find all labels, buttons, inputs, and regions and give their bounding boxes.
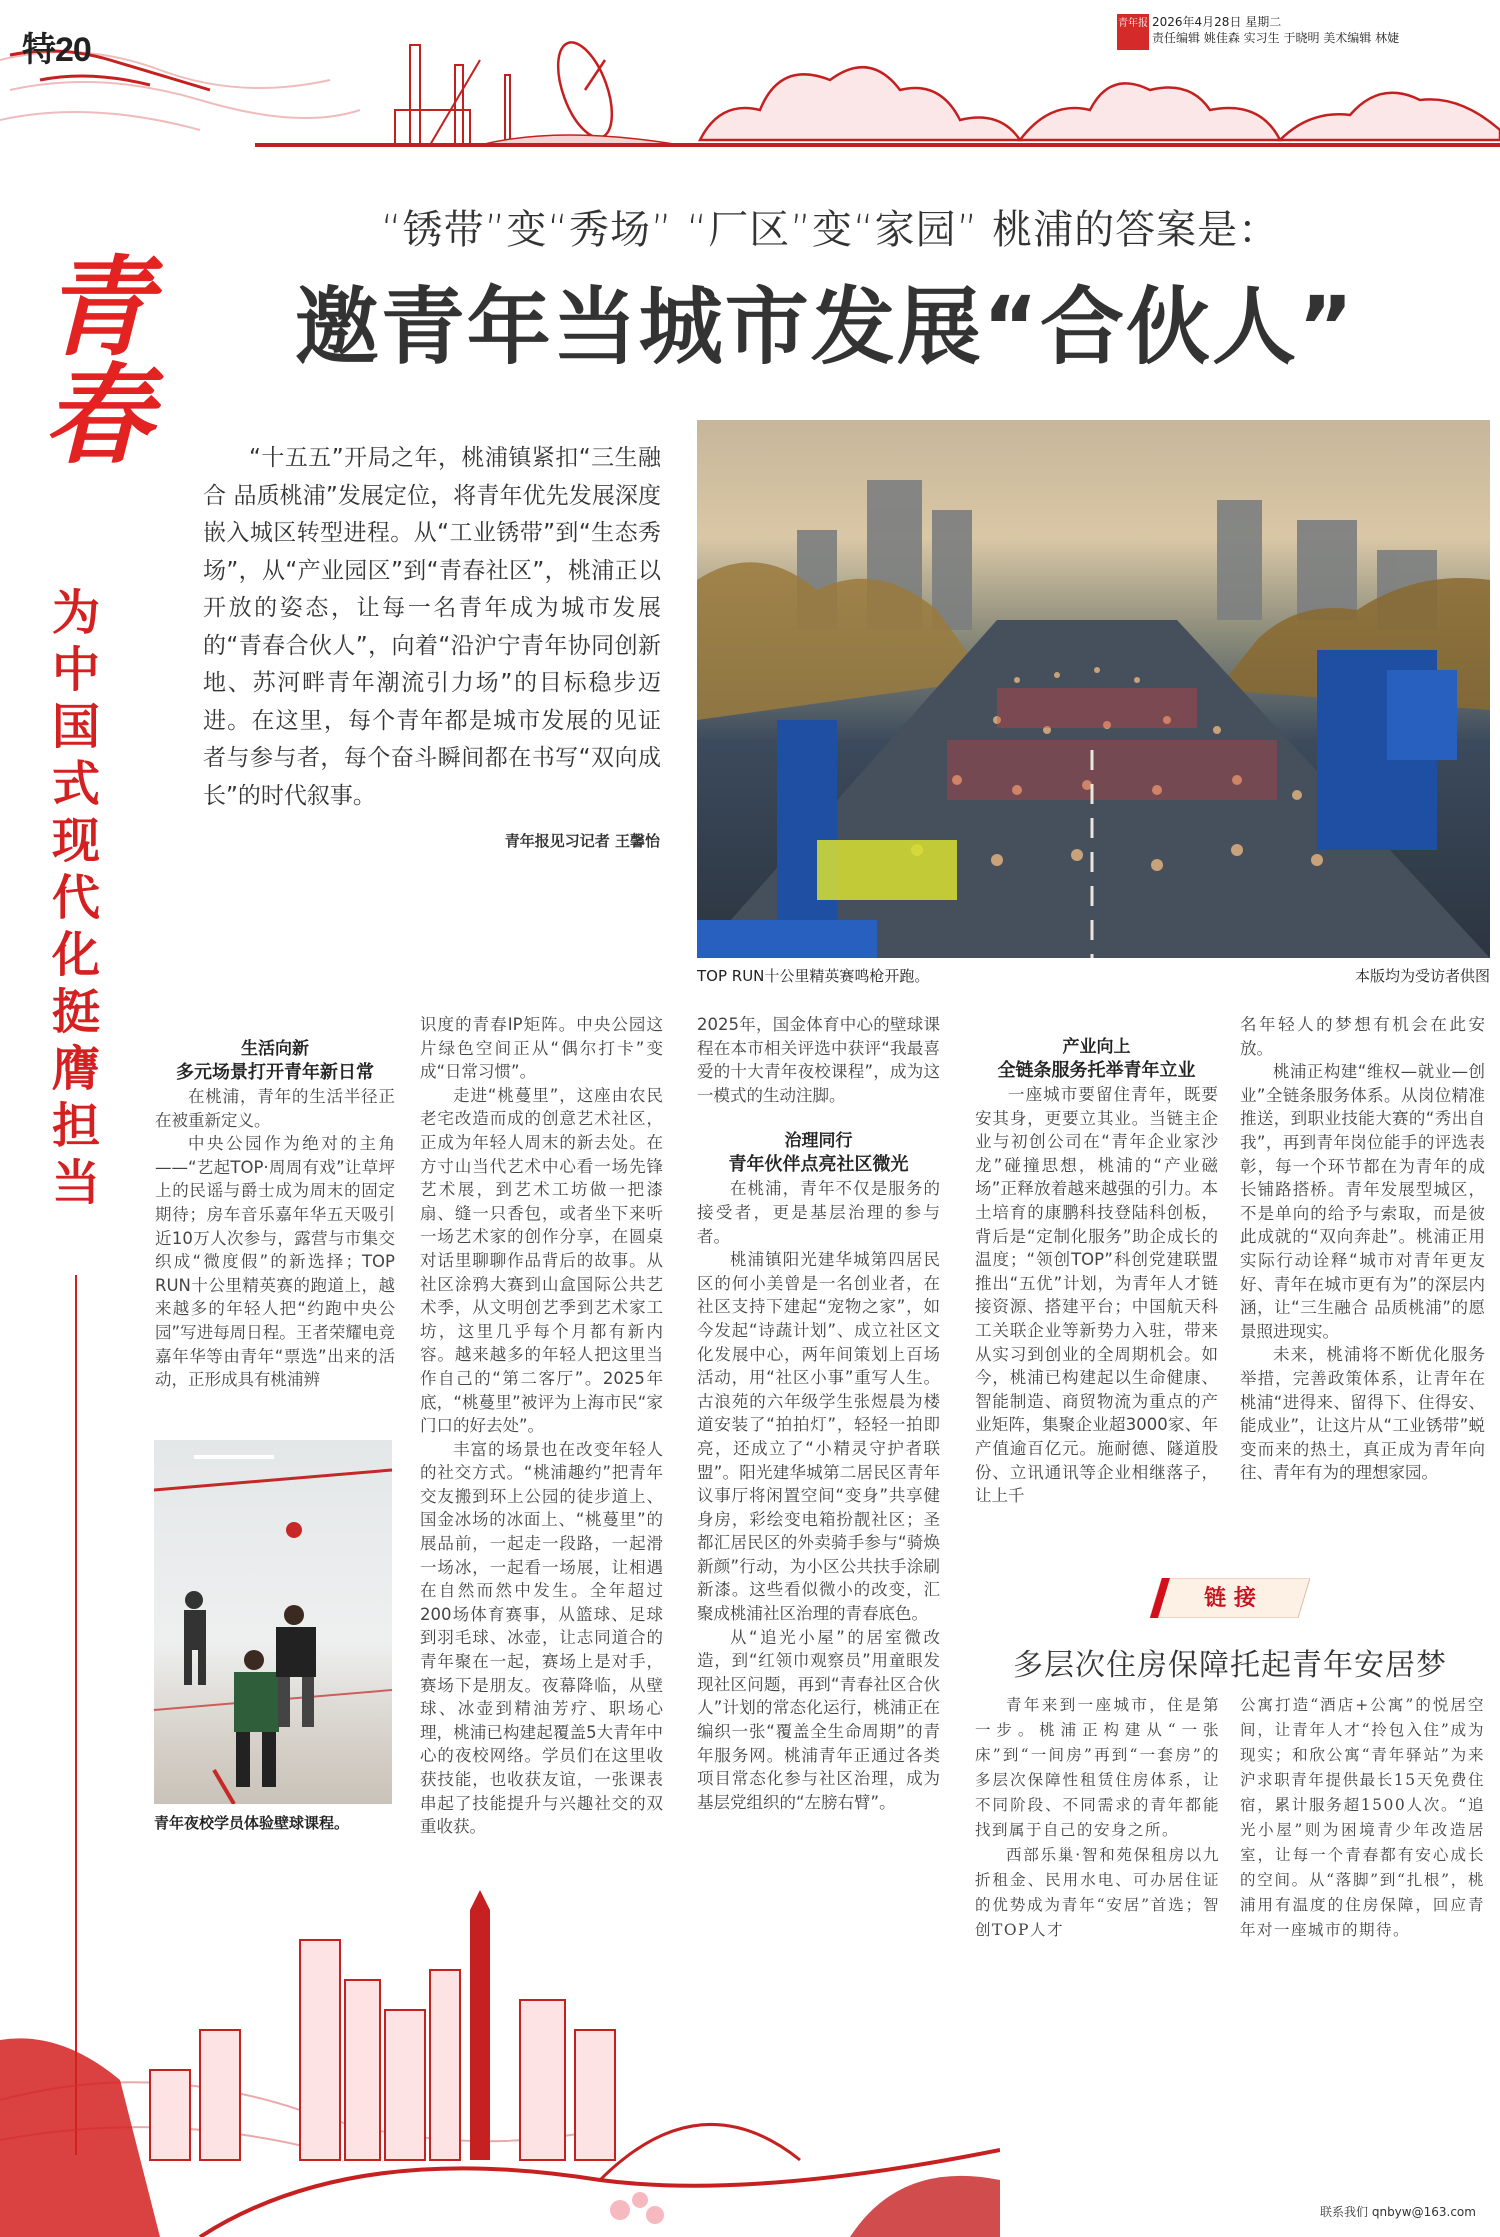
paragraph: 青年来到一座城市，住是第一步。桃浦正构建从“一张床”到“一间房”再到“一套房”的多层次保障性租赁住房体系，让不同阶段、不同需求的青年都能找到属于自己的安身之所。 (975, 1696, 1220, 1839)
skyline-graphic (0, 1880, 1000, 2237)
paragraph: 2025年，国金体育中心的壁球课程在本市相关评选中获评“我最喜爱的十大青年夜校课程”，成为这一模式的生动注脚。 (697, 1015, 940, 1105)
slogan-char: 现 (51, 813, 100, 869)
paragraph: 走进“桃蔓里”，这座由农民老宅改造而成的创意艺术社区，正成为年轻人周末的新去处。在方寸山当代艺术中心看一场先锋艺术展，到艺术工坊做一把漆扇、缝一只香包，或者坐下来听一场艺术家的创作分享，在圆桌对话里聊聊作品背后的故事。从社区涂鸦大赛到山盒国际公共艺术季，从文明创艺季到艺术家工坊，这里几乎每个月都有新内容。越来越多的年轻人把这里当作自己的“第二客厅”。2025年底，“桃蔓里”被评为上海市民“家门口的好去处”。 (420, 1085, 663, 1436)
link-column-1 (975, 1693, 1220, 1943)
section-kicker-life: 生活向新 (241, 1039, 309, 1059)
hero-photo (697, 420, 1490, 958)
article-column-1 (155, 1037, 395, 1392)
link-tag (1150, 1578, 1310, 1618)
section-heading-life: 多元场景打开青年新日常 (176, 1062, 374, 1083)
vertical-slogan (46, 585, 106, 1212)
hero-photo-caption: TOP RUN十公里精英赛鸣枪开跑。 (697, 967, 930, 985)
paragraph: 在桃浦，青年的生活半径正在被重新定义。 (155, 1087, 395, 1130)
editor-credits: 责任编辑 姚佳森 实习生 于晓明 美术编辑 林婕 (1152, 31, 1400, 45)
slogan-char: 中 (51, 642, 100, 698)
paragraph: 桃浦正构建“维权—就业—创业”全链条服务体系。从岗位精准推送，到职业技能大赛的“秀出自我”，再到青年岗位能手的评选表彰，每一个环节都在为青年的成长铺路搭桥。青年发展型城区，不是单向的给予与索取，而是彼此成就的“双向奔赴”。桃浦正用实际行动诠释“城市对青年更友好、青年在城市更有为”的深层内涵，让“三生融合 品质桃浦”的愿景照进现实。 (1240, 1062, 1485, 1341)
squash-court-illustration (154, 1440, 392, 1804)
section-kicker-industry: 产业向上 (1062, 1037, 1131, 1057)
paragraph: 从“追光小屋”的居室微改造，到“红领巾观察员”用童眼发现社区问题，再到“青春社区合伙人”计划的常态化运行，桃浦正在编织一张“覆盖全生命周期”的青年服务网。桃浦青年正通过各类项目常态化参与社区治理，成为基层党组织的“左膀右臂”。 (697, 1627, 940, 1812)
photo-credit: 本版均为受访者供图 (1354, 967, 1490, 985)
issue-date: 2026年4月28日 星期二 (1152, 15, 1282, 29)
paragraph: 名年轻人的梦想有机会在此安放。 (1240, 1015, 1485, 1058)
paragraph: 桃浦镇阳光建华城第四居民区的何小美曾是一名创业者，在社区支持下建起“宠物之家”，如今发起“诗蔬计划”、成立社区文化发展中心，两年间策划上百场活动，用“社区小事”重写人生。古浪苑的六年级学生张煜晨为楼道安装了“拍拍灯”，轻轻一拍即亮，还成立了“小精灵守护者联盟”。阳光建华城第二居民区青年议事厅将闲置空间“变身”共享健身房，彩绘变电箱扮靓社区；圣都汇居民区的外卖骑手参与“骑焕新颜”行动，为小区公共扶手涂刷新漆。这些看似微小的改变，汇聚成桃浦社区治理的青春底色。 (697, 1250, 940, 1624)
paragraph: 中央公园作为绝对的主角——“艺起TOP·周周有戏”让草坪上的民谣与爵士成为周末的固定期待；房车音乐嘉年华五天吸引近10万人次参与，露营与市集交织成“微度假”的新选择；TOP RUN十公里精英赛的跑道上，越来越多的年轻人把“约跑中央公园”写进每周日程。王者荣耀电竞嘉年华等由青年“票选”出来的活动，正形成具有桃浦辨 (155, 1134, 395, 1390)
paragraph: 一座城市要留住青年，既要安其身，更要立其业。当链主企业与初创公司在“青年企业家沙龙”碰撞思想，桃浦的“产业磁场”正释放着越来越强的引力。本土培育的康鹏科技登陆科创板，背后是“定制化服务”助企成长的温度；“领创TOP”科创党建联盟推出“五优”计划，为青年人才链接资源、搭建平台；中国航天科工关联企业等新势力入驻，带来从实习到创业的全周期机会。如今，桃浦已构建起以生命健康、智能制造、商贸物流为重点的产业矩阵，集聚企业超3000家、年产值逾百亿元。施耐德、隧道股份、立讯通讯等企业相继落子，让上千 (975, 1085, 1218, 1506)
page-number: 特20 (22, 31, 91, 69)
contact-info (1320, 2203, 1476, 2220)
section-heading-industry: 全链条服务托举青年立业 (997, 1060, 1196, 1081)
youth-calligraphy (18, 250, 158, 466)
calligraphy-text: 青春 (25, 250, 151, 466)
slogan-char: 化 (51, 927, 100, 983)
paragraph: 公寓打造“酒店+公寓”的悦居空间，让青年人才“拎包入住”成为现实；和欣公寓“青年驿站”为来沪求职青年提供最长15天免费住宿，累计服务超1500人次。“追光小屋”则为困境青少年改造居室，让每一个青春都有安心成长的空间。从“落脚”到“扎根”，桃浦用有温度的住房保障，回应青年对一座城市的期待。 (1240, 1696, 1485, 1939)
newspaper-logo: 青年报 (1117, 14, 1149, 50)
paragraph: 识度的青春IP矩阵。中央公园这片绿色空间正从“偶尔打卡”变成“日常习惯”。 (420, 1015, 663, 1082)
slogan-char: 代 (51, 870, 100, 926)
dateline (1152, 14, 1399, 46)
article-column-4 (975, 1035, 1218, 1508)
slogan-char: 膺 (51, 1041, 100, 1097)
headline-kicker: “锈带”变“秀场” “厂区”变“家园” 桃浦的答案是： (380, 207, 1280, 253)
link-column-2 (1240, 1693, 1485, 1943)
slogan-char: 挺 (51, 984, 100, 1040)
link-section-title: 多层次住房保障托起青年安居梦 (1013, 1648, 1447, 1683)
headline-title: 邀青年当城市发展“合伙人” (294, 278, 1356, 376)
contact-label: 联系我们 (1320, 2205, 1369, 2219)
paragraph: 丰富的场景也在改变年轻人的社交方式。“桃浦趣约”把青年交友搬到环上公园的徒步道上、国金冰场的冰面上、“桃蔓里”的展品前，一起走一段路，一起滑一场冰，一起看一场展，让相遇在自然而然中发生。全年超过200场体育赛事，从篮球、足球到羽毛球、冰壶，让志同道合的青年聚在一起，赛场上是对手，赛场下是朋友。夜幕降临，从壁球、冰壶到精油芳疗、职场心理，桃浦已构建起覆盖5大青年中心的夜校网络。学员们在这里收获技能，也收获友谊，一张课表串起了技能提升与兴趣社交的双重收获。 (420, 1439, 663, 1837)
section-kicker-governance: 治理同行 (784, 1131, 853, 1152)
marathon-photo-illustration (697, 420, 1490, 958)
paragraph: 西部乐巢·智和苑保租房以九折租金、民用水电、可办居住证的优势成为青年“安居”首选；智创TOP人才 (975, 1846, 1220, 1939)
article-column-2 (420, 1013, 663, 1839)
squash-photo (154, 1440, 392, 1804)
section-heading-governance: 青年伙伴点亮社区微光 (728, 1154, 909, 1176)
squash-photo-caption: 青年夜校学员体验壁球课程。 (154, 1814, 350, 1832)
article-column-3 (697, 1013, 940, 1814)
paragraph: 在桃浦，青年不仅是服务的接受者，更是基层治理的参与者。 (697, 1179, 940, 1246)
byline: 青年报见习记者 王馨怡 (504, 832, 660, 850)
contact-email[interactable]: qnbyw@163.com (1371, 2205, 1476, 2219)
article-column-5 (1240, 1013, 1485, 1485)
lede-paragraph (203, 440, 661, 815)
slogan-char: 担 (51, 1098, 100, 1154)
slogan-char: 国 (51, 699, 100, 755)
slogan-char: 当 (51, 1155, 100, 1211)
city-skyline-illustration (0, 1880, 1000, 2237)
lede-text: “十五五”开局之年，桃浦镇紧扣“三生融合 品质桃浦”发展定位，将青年优先发展深度嵌入城区转型进程。从“工业锈带”到“生态秀场”，从“产业园区”到“青春社区”，桃浦正以开放的姿态，让每一名青年成为城市发展的“青春合伙人”，向着“沿沪宁青年协同创新地、苏河畔青年潮流引力场”的目标稳步迈进。在这里，每个青年都是城市发展的见证者与参与者，每个奋斗瞬间都在书写“双向成长”的时代叙事。 (203, 445, 661, 809)
paragraph: 未来，桃浦将不断优化服务举措，完善政策体系，让青年在桃浦“进得来、留得下、住得安、能成业”，让这片从“工业锈带”蜕变而来的热土，真正成为青年向往、青年有为的理想家园。 (1240, 1345, 1485, 1483)
slogan-char: 式 (51, 756, 100, 812)
link-tag-label: 链 接 (1204, 1585, 1256, 1611)
slogan-char: 为 (51, 585, 100, 641)
